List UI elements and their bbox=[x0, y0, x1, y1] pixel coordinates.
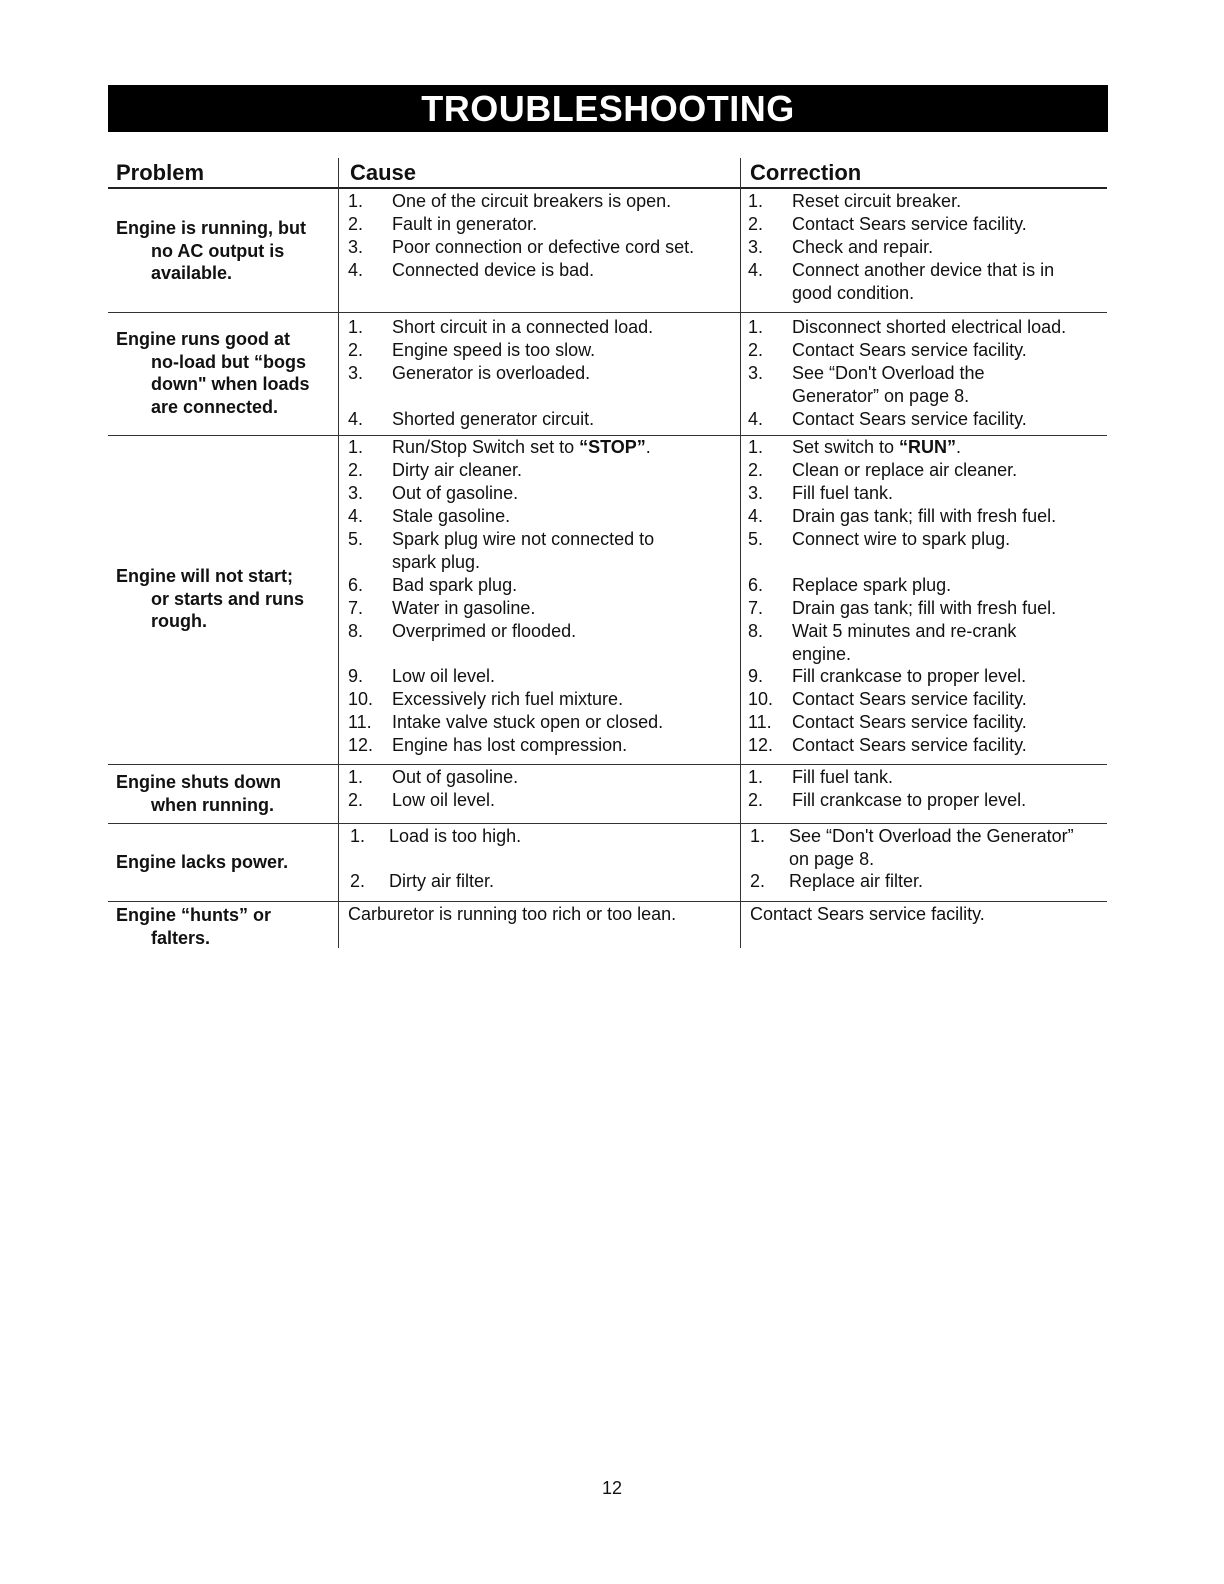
problem-cell: Engine will not start; or starts and runs rough. bbox=[116, 566, 305, 631]
problem-cell: Engine runs good at no-load but “bogs down" when loads are connected. bbox=[116, 329, 310, 417]
problem-cell: Engine “hunts” or falters. bbox=[116, 905, 271, 948]
header-correction: Correction bbox=[750, 160, 862, 185]
problem-cell: Engine is running, but no AC output is available. bbox=[116, 218, 306, 283]
header-problem: Problem bbox=[116, 160, 205, 185]
table-row: Engine will not start; or starts and runs rough. 1. Run/Stop Switch set to “STOP”. 2. Dirty air cleaner. 3. Out of gasoline. 4. Stale gasoline. 5. Spark plug wire not connected to spark plug. 6. Bad spark plug. 7. Water in gasoline. 8. Overprimed or flooded. 9. Low oil level. 10. Excessively rich fuel mixture. 11. Intake valve stuck open or closed. 12. Engine has lost compression. 1. Set switch to “RUN”. 2. Clean or replace air cleaner. 3. Fill fuel tank. 4. Drain gas tank; fill with fresh fuel. 5. Connect wire to spark plug. 6. Replace spark plug. 7. Drain gas tank; fill with fresh fuel. 8. Wait 5 minutes and re-crank engine. 9. Fill crankcase to proper level. 10. Contact Sears service facility. 11. Contact Sears service facility. 12. Contact Sears service facility. bbox=[108, 436, 1107, 765]
troubleshooting-table bbox=[108, 160, 1107, 948]
page-title: TROUBLESHOOTING bbox=[421, 88, 795, 129]
table-row: Engine shuts down when running. 1. Out of gasoline. 2. Low oil level. 1. Fill fuel tank. 2. Fill crankcase to proper level. bbox=[108, 765, 1107, 824]
table-row: Engine runs good at no-load but “bogs down" when loads are connected. 1. Short circuit in a connected load. 2. Engine speed is too slow. 3. Generator is overloaded. 4. Shorted generator circuit. 1. Disconnect shorted electrical load. 2. Contact Sears service facility. 3. See “Don't Overload the Generator” on page 8. 4. Contact Sears service facility. bbox=[108, 313, 1107, 436]
table-header bbox=[108, 160, 1107, 189]
table-row: Engine is running, but no AC output is available. 1. One of the circuit breakers is open. 2. Fault in generator. 3. Poor connection or defective cord set. 4. Connected device is bad. 1. Reset circuit breaker. 2. Contact Sears service facility. 3. Check and repair. 4. Connect another device that is in good condition. bbox=[108, 189, 1107, 313]
page-number: 12 bbox=[601, 1478, 623, 1498]
table-row: Engine “hunts” or falters. Carburetor is running too rich or too lean. Contact Sears service facility. bbox=[116, 904, 985, 948]
header-cause: Cause bbox=[350, 160, 417, 185]
problem-cell: Engine lacks power. bbox=[116, 852, 289, 872]
table-row: Engine lacks power. 1. Load is too high. 2. Dirty air filter. 1. See “Don't Overload the Generator” on page 8. 2. Replace air filter. bbox=[108, 824, 1107, 902]
page-title-banner bbox=[108, 85, 1108, 132]
problem-cell: Engine shuts down when running. bbox=[116, 772, 281, 815]
